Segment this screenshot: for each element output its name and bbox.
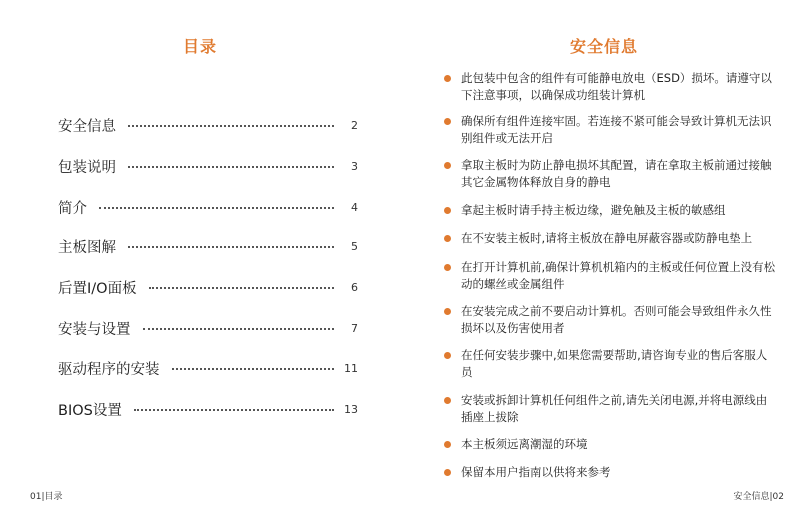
toc-leader-dots (128, 125, 334, 127)
toc-item-title: 驱动程序的安装 (58, 361, 160, 378)
bullet-dot-icon (444, 264, 451, 271)
toc-item-title: 主板图解 (58, 239, 116, 256)
bullet-dot-icon (444, 207, 451, 214)
safety-bullet (442, 230, 777, 247)
toc-leader-dots (128, 246, 334, 248)
bullet-text: 在任何安装步骤中,如果您需要帮助,请咨询专业的售后客服人员 (461, 348, 768, 379)
toc-item[interactable] (58, 317, 358, 339)
safety-bullet (442, 202, 777, 219)
toc-item-page: 4 (351, 200, 358, 214)
toc-item-page: 2 (351, 118, 358, 132)
bullet-dot-icon (444, 75, 451, 82)
toc-item-title: 后置I/O面板 (58, 280, 137, 297)
toc-item[interactable] (58, 398, 358, 420)
toc-item[interactable] (58, 114, 358, 136)
bullet-text: 在不安装主板时,请将主板放在静电屏蔽容器或防静电垫上 (461, 231, 753, 245)
bullet-dot-icon (444, 441, 451, 448)
toc-item[interactable] (58, 196, 358, 218)
bullet-text: 保留本用户指南以供将来参考 (461, 465, 611, 479)
bullet-dot-icon (444, 118, 451, 125)
bullet-text: 确保所有组件连接牢固。若连接不紧可能会导致计算机无法识别组件或无法开启 (461, 114, 772, 145)
toc-heading: 目录 (183, 37, 218, 56)
safety-bullet (442, 157, 777, 191)
page-footer: 01|目录 (30, 492, 63, 502)
toc-item-page: 13 (344, 402, 358, 416)
toc-leader-dots (172, 368, 335, 370)
toc-item-page: 3 (351, 159, 358, 173)
bullet-dot-icon (444, 235, 451, 242)
toc-leader-dots (149, 287, 334, 289)
safety-bullet (442, 303, 777, 337)
toc-item-title: 安全信息 (58, 118, 116, 135)
toc-item-page: 7 (351, 321, 358, 335)
bullet-text: 在安装完成之前不要启动计算机。否则可能会导致组件永久性损坏以及伤害使用者 (461, 304, 772, 335)
safety-info-page (404, 0, 808, 522)
bullet-text: 拿起主板时请手持主板边缘，避免触及主板的敏感组 (461, 203, 726, 217)
toc-item-page: 5 (351, 239, 358, 253)
toc-item-title: 安装与设置 (58, 321, 131, 338)
toc-leader-dots (134, 409, 334, 411)
toc-item[interactable] (58, 357, 358, 379)
bullet-text: 安装或拆卸计算机任何组件之前,请先关闭电源,并将电源线由插座上拔除 (461, 393, 768, 424)
page-footer: 安全信息|02 (733, 492, 784, 502)
toc-item-title: BIOS设置 (58, 402, 122, 419)
toc-item[interactable] (58, 155, 358, 177)
safety-bullet (442, 113, 777, 147)
toc-item[interactable] (58, 276, 358, 298)
safety-bullet (442, 70, 777, 104)
safety-bullet (442, 464, 777, 481)
bullet-text: 在打开计算机前,确保计算机机箱内的主板或任何位置上没有松动的螺丝或金属组件 (461, 260, 776, 291)
bullet-dot-icon (444, 352, 451, 359)
toc-leader-dots (128, 166, 334, 168)
safety-bullet (442, 347, 777, 381)
toc-item[interactable] (58, 235, 358, 257)
toc-leader-dots (143, 328, 335, 330)
bullet-dot-icon (444, 308, 451, 315)
safety-bullet (442, 436, 777, 453)
toc-leader-dots (99, 207, 334, 209)
bullet-dot-icon (444, 162, 451, 169)
bullet-dot-icon (444, 469, 451, 476)
bullet-text: 本主板须远离潮湿的环境 (461, 437, 588, 451)
toc-item-title: 包装说明 (58, 159, 116, 176)
toc-item-page: 6 (351, 280, 358, 294)
safety-bullet (442, 392, 777, 426)
safety-bullet (442, 259, 777, 293)
safety-heading: 安全信息 (570, 37, 639, 56)
bullet-text: 此包装中包含的组件有可能静电放电（ESD）损坏。请遵守以下注意事项，以确保成功组装计算机 (461, 71, 772, 102)
bullet-text: 拿取主板时为防止静电损坏其配置，请在拿取主板前通过接触其它金属物体释放自身的静电 (461, 158, 772, 189)
toc-item-title: 简介 (58, 200, 87, 217)
toc-item-page: 11 (344, 361, 358, 375)
bullet-dot-icon (444, 397, 451, 404)
